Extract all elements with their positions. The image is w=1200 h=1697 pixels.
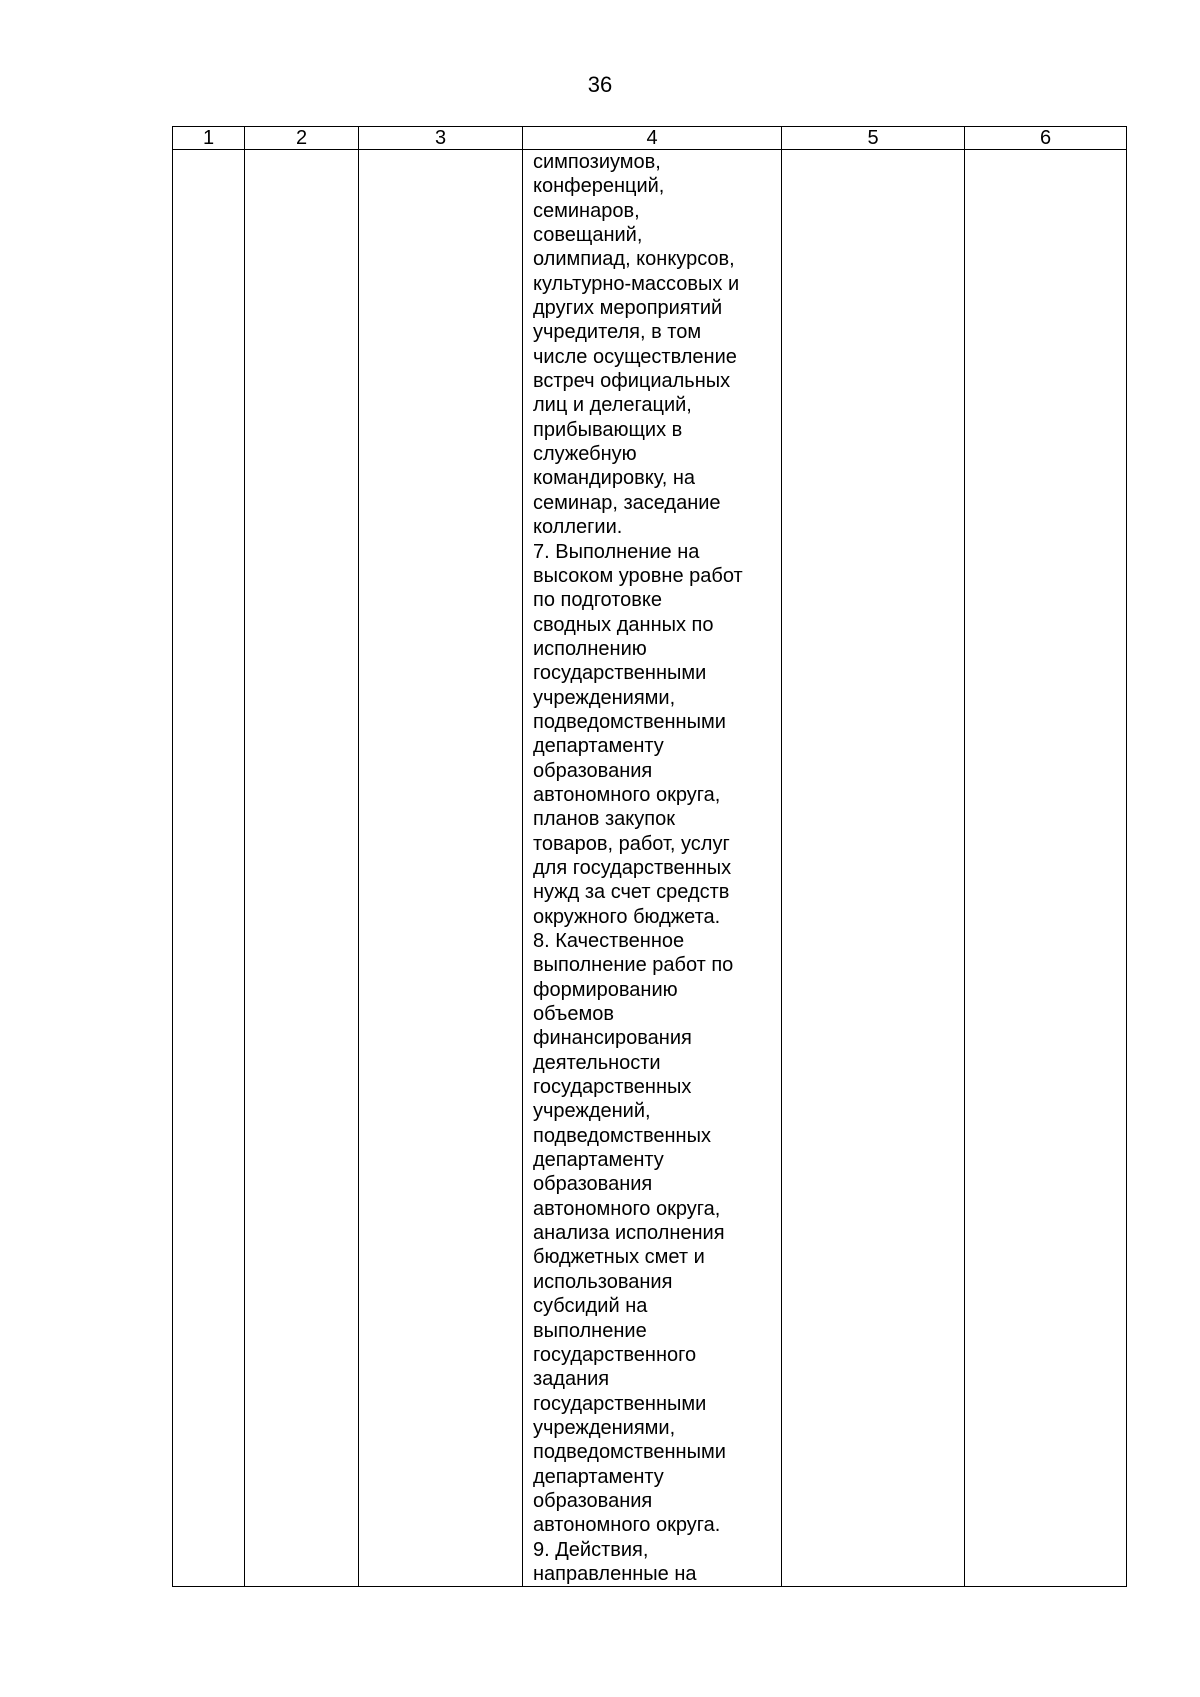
- text-line: выполнение работ по: [533, 954, 734, 977]
- text-line: сводных данных по: [533, 613, 714, 636]
- text-line: совещаний,: [533, 224, 643, 247]
- column-header-2: 2: [245, 127, 359, 150]
- column-header-3: 3: [359, 127, 523, 150]
- cell-col-6: [965, 150, 1127, 1587]
- text-line: планов закупок: [533, 808, 675, 831]
- text-line: командировку, на: [533, 467, 695, 490]
- text-line: коллегии.: [533, 516, 623, 539]
- text-line: государственных: [533, 1076, 692, 1099]
- cell-col-5: [782, 150, 965, 1587]
- text-line: 7. Выполнение на: [533, 540, 700, 563]
- text-line: автономного округа,: [533, 1197, 721, 1220]
- text-line: 8. Качественное: [533, 930, 685, 952]
- text-line: служебную: [533, 443, 637, 466]
- text-line: автономного округа,: [533, 783, 721, 806]
- text-line: учреждений,: [533, 1100, 651, 1123]
- text-line: других мероприятий: [533, 297, 723, 320]
- text-line: товаров, работ, услуг: [533, 832, 730, 855]
- cell-col-4: [523, 150, 782, 1587]
- text-line: подведомственными: [533, 1441, 726, 1464]
- text-line: формированию: [533, 978, 678, 1001]
- text-line: встреч официальных: [533, 370, 731, 393]
- text-line: государственными: [533, 1392, 707, 1415]
- text-line: учреждениями,: [533, 1416, 676, 1439]
- table-header-row: [173, 127, 1127, 150]
- text-line: объемов: [533, 1003, 615, 1026]
- cell-col-1: [173, 150, 245, 1587]
- text-line: культурно-массовых и: [533, 272, 740, 295]
- text-line: направленные на: [533, 1562, 697, 1585]
- text-line: 9. Действия,: [533, 1538, 649, 1561]
- text-line: автономного округа.: [533, 1514, 721, 1537]
- text-line: образования: [533, 1173, 653, 1196]
- column-header-6: 6: [965, 127, 1127, 150]
- column-header-4: 4: [523, 127, 782, 150]
- text-line: анализа исполнения: [533, 1222, 725, 1245]
- text-line: государственными: [533, 662, 707, 685]
- text-line: финансирования: [533, 1027, 692, 1050]
- text-line: бюджетных смет и: [533, 1246, 705, 1269]
- cell-col-2: [245, 150, 359, 1587]
- text-line: окружного бюджета.: [533, 905, 721, 928]
- text-line: задания: [533, 1368, 610, 1391]
- table-row: [173, 150, 1127, 1587]
- text-line: использования: [533, 1270, 673, 1293]
- text-line: департаменту: [533, 735, 664, 758]
- text-line: подведомственными: [533, 710, 726, 733]
- text-line: для государственных: [533, 856, 732, 879]
- text-line: конференций,: [533, 175, 665, 198]
- text-line: субсидий на: [533, 1295, 648, 1318]
- document-table: [172, 126, 1127, 1587]
- text-line: деятельности: [533, 1051, 661, 1074]
- text-line: исполнению: [533, 637, 647, 660]
- text-line: выполнение: [533, 1319, 647, 1342]
- text-line: прибывающих в: [533, 418, 683, 441]
- page-number: 36: [587, 72, 613, 97]
- text-line: семинар, заседание: [533, 491, 721, 514]
- cell-col-3: [359, 150, 523, 1587]
- text-line: образования: [533, 1489, 653, 1512]
- text-line: департаменту: [533, 1149, 664, 1172]
- text-line: образования: [533, 759, 653, 782]
- cell-col-4-text: [523, 150, 781, 1586]
- text-line: олимпиад, конкурсов,: [533, 248, 735, 271]
- text-line: учреждениями,: [533, 686, 676, 709]
- text-line: лиц и делегаций,: [533, 394, 692, 417]
- column-header-1: 1: [173, 127, 245, 150]
- text-line: симпозиумов,: [533, 151, 661, 173]
- text-line: департаменту: [533, 1465, 664, 1488]
- text-line: по подготовке: [533, 589, 663, 612]
- text-line: учредителя, в том: [533, 321, 702, 344]
- text-line: нужд за счет средств: [533, 881, 730, 904]
- column-header-5: 5: [782, 127, 965, 150]
- text-line: подведомственных: [533, 1124, 711, 1147]
- text-line: государственного: [533, 1343, 697, 1366]
- text-line: высоком уровне работ: [533, 564, 743, 587]
- text-line: числе осуществление: [533, 345, 737, 368]
- text-line: семинаров,: [533, 199, 640, 222]
